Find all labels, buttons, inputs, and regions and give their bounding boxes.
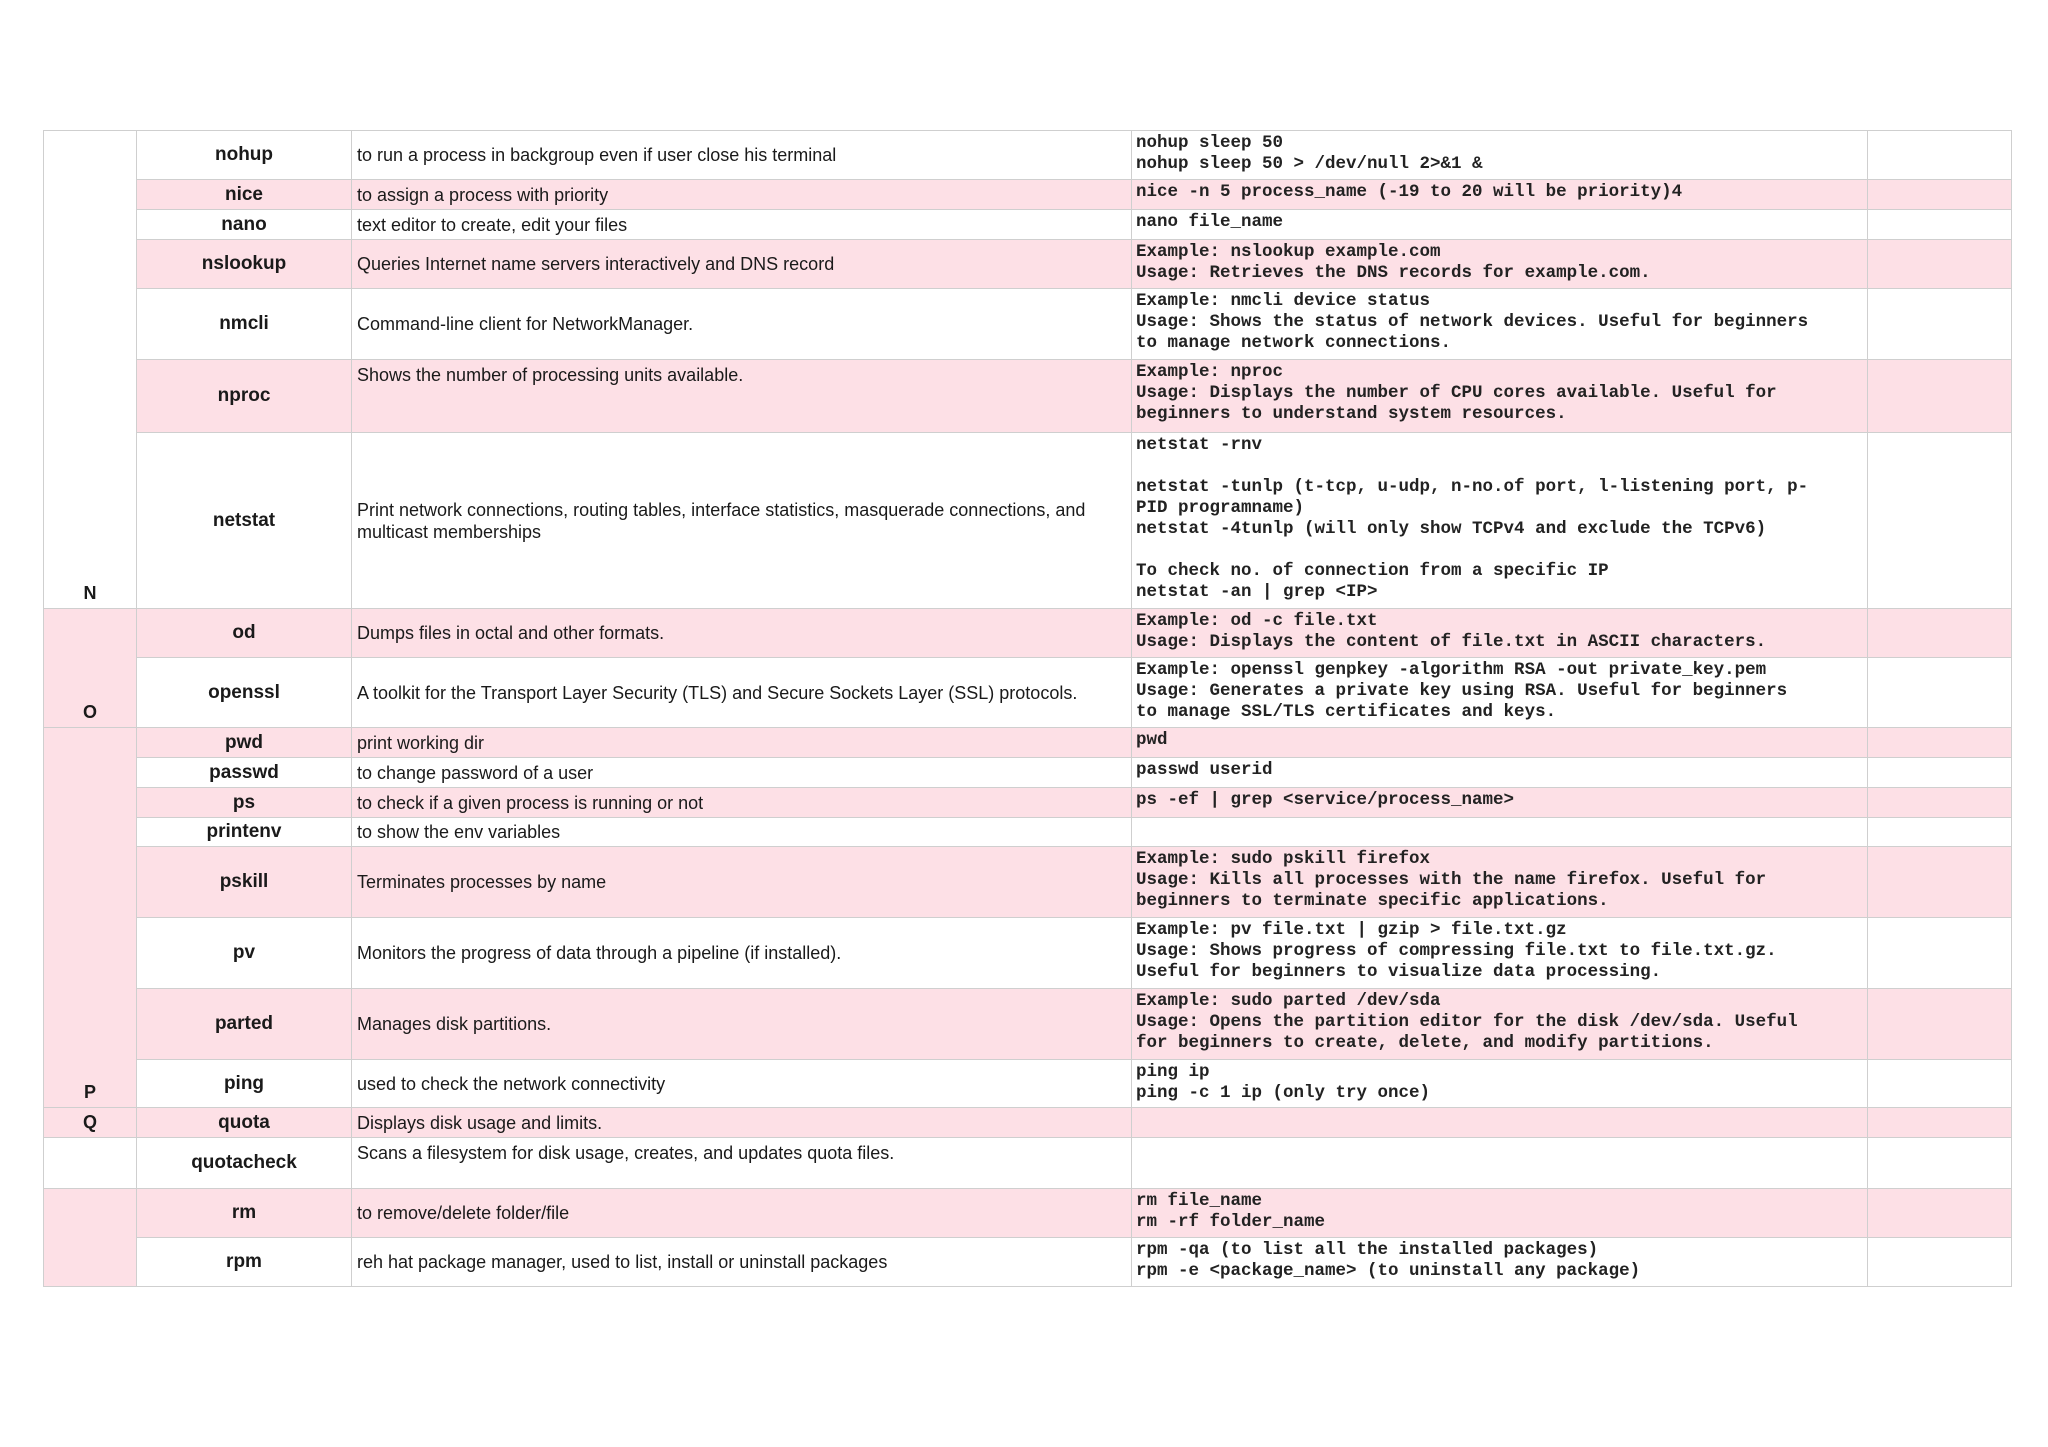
- example-cell: Example: nslookup example.com Usage: Retrieves the DNS records for example.com.: [1132, 240, 1868, 289]
- example-cell: [1132, 818, 1868, 847]
- example-cell: rm file_name rm -rf folder_name: [1132, 1189, 1868, 1238]
- table-row: [44, 289, 2012, 360]
- command-cell: nano: [137, 210, 352, 240]
- description-cell: Scans a filesystem for disk usage, creates, and updates quota files.: [352, 1138, 1132, 1189]
- command-cell: netstat: [137, 433, 352, 609]
- empty-cell: [1868, 1189, 2012, 1238]
- description-cell: Queries Internet name servers interactively and DNS record: [352, 240, 1132, 289]
- empty-cell: [1868, 433, 2012, 609]
- table-row: [44, 728, 2012, 758]
- command-reference-table: [43, 130, 2012, 1287]
- example-cell: Example: pv file.txt | gzip > file.txt.gz Usage: Shows progress of compressing file.txt to file.txt.gz. Useful for beginners to visualize data processing.: [1132, 918, 1868, 989]
- description-cell: to remove/delete folder/file: [352, 1189, 1132, 1238]
- description-cell: Print network connections, routing tables, interface statistics, masquerade connections, and multicast memberships: [352, 433, 1132, 609]
- empty-cell: [1868, 658, 2012, 728]
- empty-cell: [1868, 728, 2012, 758]
- command-cell: quota: [137, 1108, 352, 1138]
- empty-cell: [1868, 1138, 2012, 1189]
- example-cell: nice -n 5 process_name (-19 to 20 will be priority)4: [1132, 180, 1868, 210]
- description-cell: Shows the number of processing units available.: [352, 360, 1132, 433]
- example-cell: Example: nproc Usage: Displays the number of CPU cores available. Useful for beginners to understand system resources.: [1132, 360, 1868, 433]
- empty-cell: [1868, 1238, 2012, 1287]
- table-row: [44, 210, 2012, 240]
- table-row: [44, 788, 2012, 818]
- description-cell: Terminates processes by name: [352, 847, 1132, 918]
- table-row: [44, 1108, 2012, 1138]
- example-cell: [1132, 1138, 1868, 1189]
- command-cell: nproc: [137, 360, 352, 433]
- empty-cell: [1868, 758, 2012, 788]
- empty-cell: [1868, 240, 2012, 289]
- table-row: [44, 1238, 2012, 1287]
- table-row: [44, 658, 2012, 728]
- command-cell: parted: [137, 989, 352, 1060]
- empty-cell: [1868, 180, 2012, 210]
- description-cell: to assign a process with priority: [352, 180, 1132, 210]
- empty-cell: [1868, 131, 2012, 180]
- table-row: [44, 918, 2012, 989]
- command-cell: rpm: [137, 1238, 352, 1287]
- description-cell: to change password of a user: [352, 758, 1132, 788]
- description-cell: print working dir: [352, 728, 1132, 758]
- command-cell: printenv: [137, 818, 352, 847]
- table-row: [44, 240, 2012, 289]
- command-cell: rm: [137, 1189, 352, 1238]
- empty-cell: [1868, 847, 2012, 918]
- command-cell: nice: [137, 180, 352, 210]
- empty-cell: [1868, 609, 2012, 658]
- example-cell: netstat -rnv netstat -tunlp (t-tcp, u-udp, n-no.of port, l-listening port, p- PID programname) netstat -4tunlp (will only show TCPv4 and exclude the TCPv6) To check no. of connection from a specific IP netstat -an | grep <IP>: [1132, 433, 1868, 609]
- command-cell: ps: [137, 788, 352, 818]
- group-letter-cell: N: [44, 131, 137, 609]
- description-cell: to run a process in backgroup even if user close his terminal: [352, 131, 1132, 180]
- table-row: [44, 1189, 2012, 1238]
- description-cell: Displays disk usage and limits.: [352, 1108, 1132, 1138]
- group-letter-cell: [44, 1189, 137, 1287]
- command-cell: od: [137, 609, 352, 658]
- command-cell: nmcli: [137, 289, 352, 360]
- empty-cell: [1868, 210, 2012, 240]
- empty-cell: [1868, 360, 2012, 433]
- description-cell: text editor to create, edit your files: [352, 210, 1132, 240]
- example-cell: Example: openssl genpkey -algorithm RSA -out private_key.pem Usage: Generates a private key using RSA. Useful for beginners to manage SSL/TLS certificates and keys.: [1132, 658, 1868, 728]
- example-cell: nano file_name: [1132, 210, 1868, 240]
- example-cell: ps -ef | grep <service/process_name>: [1132, 788, 1868, 818]
- description-cell: reh hat package manager, used to list, install or uninstall packages: [352, 1238, 1132, 1287]
- description-cell: Monitors the progress of data through a pipeline (if installed).: [352, 918, 1132, 989]
- command-cell: pskill: [137, 847, 352, 918]
- description-cell: A toolkit for the Transport Layer Security (TLS) and Secure Sockets Layer (SSL) protocols.: [352, 658, 1132, 728]
- example-cell: passwd userid: [1132, 758, 1868, 788]
- table-row: [44, 1060, 2012, 1108]
- example-cell: Example: sudo pskill firefox Usage: Kills all processes with the name firefox. Useful for beginners to terminate specific applications.: [1132, 847, 1868, 918]
- table-row: [44, 989, 2012, 1060]
- table-row: [44, 758, 2012, 788]
- example-cell: [1132, 1108, 1868, 1138]
- description-cell: to check if a given process is running or not: [352, 788, 1132, 818]
- table-row: [44, 433, 2012, 609]
- description-cell: to show the env variables: [352, 818, 1132, 847]
- command-cell: nslookup: [137, 240, 352, 289]
- table-row: [44, 818, 2012, 847]
- example-cell: Example: od -c file.txt Usage: Displays the content of file.txt in ASCII characters.: [1132, 609, 1868, 658]
- empty-cell: [1868, 989, 2012, 1060]
- command-cell: passwd: [137, 758, 352, 788]
- empty-cell: [1868, 818, 2012, 847]
- example-cell: Example: sudo parted /dev/sda Usage: Opens the partition editor for the disk /dev/sda. Useful for beginners to create, delete, and modify partitions.: [1132, 989, 1868, 1060]
- description-cell: used to check the network connectivity: [352, 1060, 1132, 1108]
- group-letter-cell: O: [44, 609, 137, 728]
- example-cell: pwd: [1132, 728, 1868, 758]
- description-cell: Dumps files in octal and other formats.: [352, 609, 1132, 658]
- table-row: [44, 1138, 2012, 1189]
- table-row: [44, 131, 2012, 180]
- command-cell: pwd: [137, 728, 352, 758]
- empty-cell: [1868, 788, 2012, 818]
- description-cell: Manages disk partitions.: [352, 989, 1132, 1060]
- group-letter-cell: P: [44, 728, 137, 1108]
- empty-cell: [1868, 1108, 2012, 1138]
- command-cell: quotacheck: [137, 1138, 352, 1189]
- command-cell: pv: [137, 918, 352, 989]
- example-cell: rpm -qa (to list all the installed packages) rpm -e <package_name> (to uninstall any package): [1132, 1238, 1868, 1287]
- example-cell: nohup sleep 50 nohup sleep 50 > /dev/null 2>&1 &: [1132, 131, 1868, 180]
- command-cell: openssl: [137, 658, 352, 728]
- empty-cell: [1868, 289, 2012, 360]
- table-row: [44, 360, 2012, 433]
- example-cell: Example: nmcli device status Usage: Shows the status of network devices. Useful for beginners to manage network connections.: [1132, 289, 1868, 360]
- table-row: [44, 609, 2012, 658]
- example-cell: ping ip ping -c 1 ip (only try once): [1132, 1060, 1868, 1108]
- table-row: [44, 180, 2012, 210]
- group-letter-cell: [44, 1138, 137, 1189]
- group-letter-cell: Q: [44, 1108, 137, 1138]
- command-cell: ping: [137, 1060, 352, 1108]
- empty-cell: [1868, 1060, 2012, 1108]
- table-row: [44, 847, 2012, 918]
- empty-cell: [1868, 918, 2012, 989]
- command-cell: nohup: [137, 131, 352, 180]
- description-cell: Command-line client for NetworkManager.: [352, 289, 1132, 360]
